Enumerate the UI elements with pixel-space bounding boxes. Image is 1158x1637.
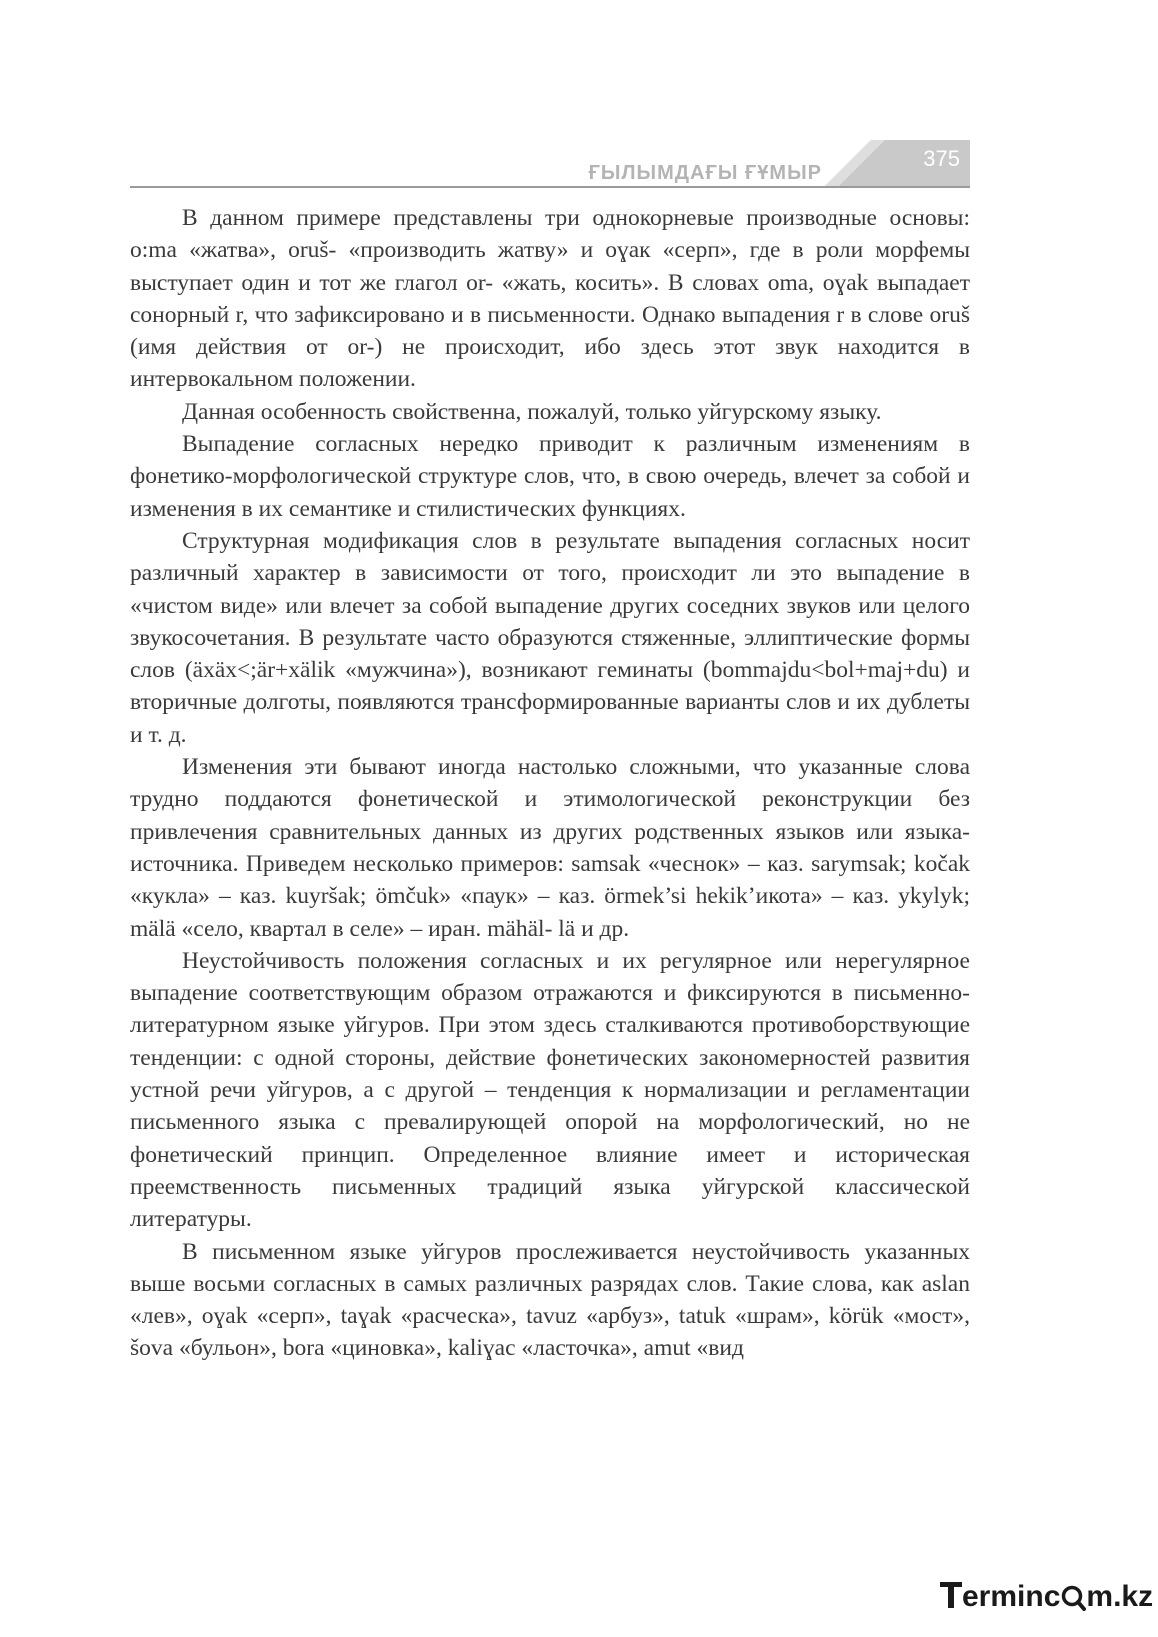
body-text — [130, 202, 970, 1365]
site-watermark — [940, 1575, 1154, 1619]
paragraph-2: Данная особенность свойственна, пожалуй, только уйгурскому языку. — [182, 398, 882, 425]
paragraph-3: Выпадение согласных нередко приводит к различным изменениям в фонетико-морфологической структуре слов, что, в свою очередь, влечет за собой и изменения в их семантике и стилистических функциях. — [130, 431, 970, 522]
header-rule — [130, 186, 970, 188]
watermark-text-start: erminc — [962, 1580, 1061, 1613]
t-logo-icon — [940, 1579, 962, 1609]
running-header — [130, 138, 970, 188]
paragraph-4: Структурная модификация слов в результате выпадения согласных носит различный характер в зависимости от того, происходит ли это выпадение в «чистом виде» или влечет за собой выпадение других соседних звуков или целого звукосочетания. В результате часто образуются стяженные, эллиптические формы слов (äxäx<;är+xälik «мужчина»), возникают геминаты (bommajdu<bol+maj+du) и вторичные долготы, появляются трансформированные варианты слов и их дублеты и т. д. — [130, 527, 970, 748]
running-title: ҒЫЛЫМДАҒЫ ҒҰМЫР — [588, 162, 822, 184]
magnifier-icon — [1060, 1581, 1086, 1611]
page-number: 375 — [923, 146, 960, 171]
paragraph-5: Изменения эти бывают иногда настолько сложными, что указанные слова трудно поддаются фонетической и этимологической реконструкции без привлечения сравнительных данных из других родственных языков или языка-источника. Приведем несколько примеров: samsak «чеснок» – каз. sarymsak; kočak «кукла» – каз. kuyršak; ömčuk» «паук» – каз. örmek’si hekik’икота» – каз. ykylyk; mälä «село, квартал в селе» – иран. mähäl- lä и др. — [130, 754, 970, 942]
watermark-text-end: m.kz — [1086, 1580, 1154, 1613]
paragraph-1: В данном примере представлены три однокорневые производные основы: о:ma «жатва», oruš- «производить жатву» и oɣак «серп», где в роли морфемы выступает один и тот же глагол or- «жать, косить». В словах oma, oɣak выпадает сонорный r, что зафиксировано и в письменности. Однако выпадения r в слове oruš (имя действия от or-) не происходит, ибо здесь этот звук находится в интервокальном положении. — [130, 205, 970, 393]
page-number-tab — [825, 140, 970, 186]
paragraph-6: Неустойчивость положения согласных и их регулярное или нерегулярное выпадение соответствующим образом отражаются и фиксируются в письменно-литературном языке уйгуров. При этом здесь сталкиваются противоборствующие тенденции: с одной стороны, действие фонетических закономерностей развития устной речи уйгуров, а с другой – тенденция к нормализации и регламентации письменного языка с превалирующей опорой на морфологический, но не фонетический принцип. Определенное влияние имеет и историческая преемственность письменных традиций языка уйгурской классической литературы. — [130, 947, 970, 1233]
paragraph-7: В письменном языке уйгуров прослеживается неустойчивость указанных выше восьми согласных в самых различных разрядах слов. Такие слова, как aslan «лев», oɣak «серп», taɣak «расческа», tavuz «арбуз», tatuk «шрам», körük «мост», šova «бульон», bora «циновка», kaliɣac «ласточка», amut «вид — [130, 1238, 970, 1362]
